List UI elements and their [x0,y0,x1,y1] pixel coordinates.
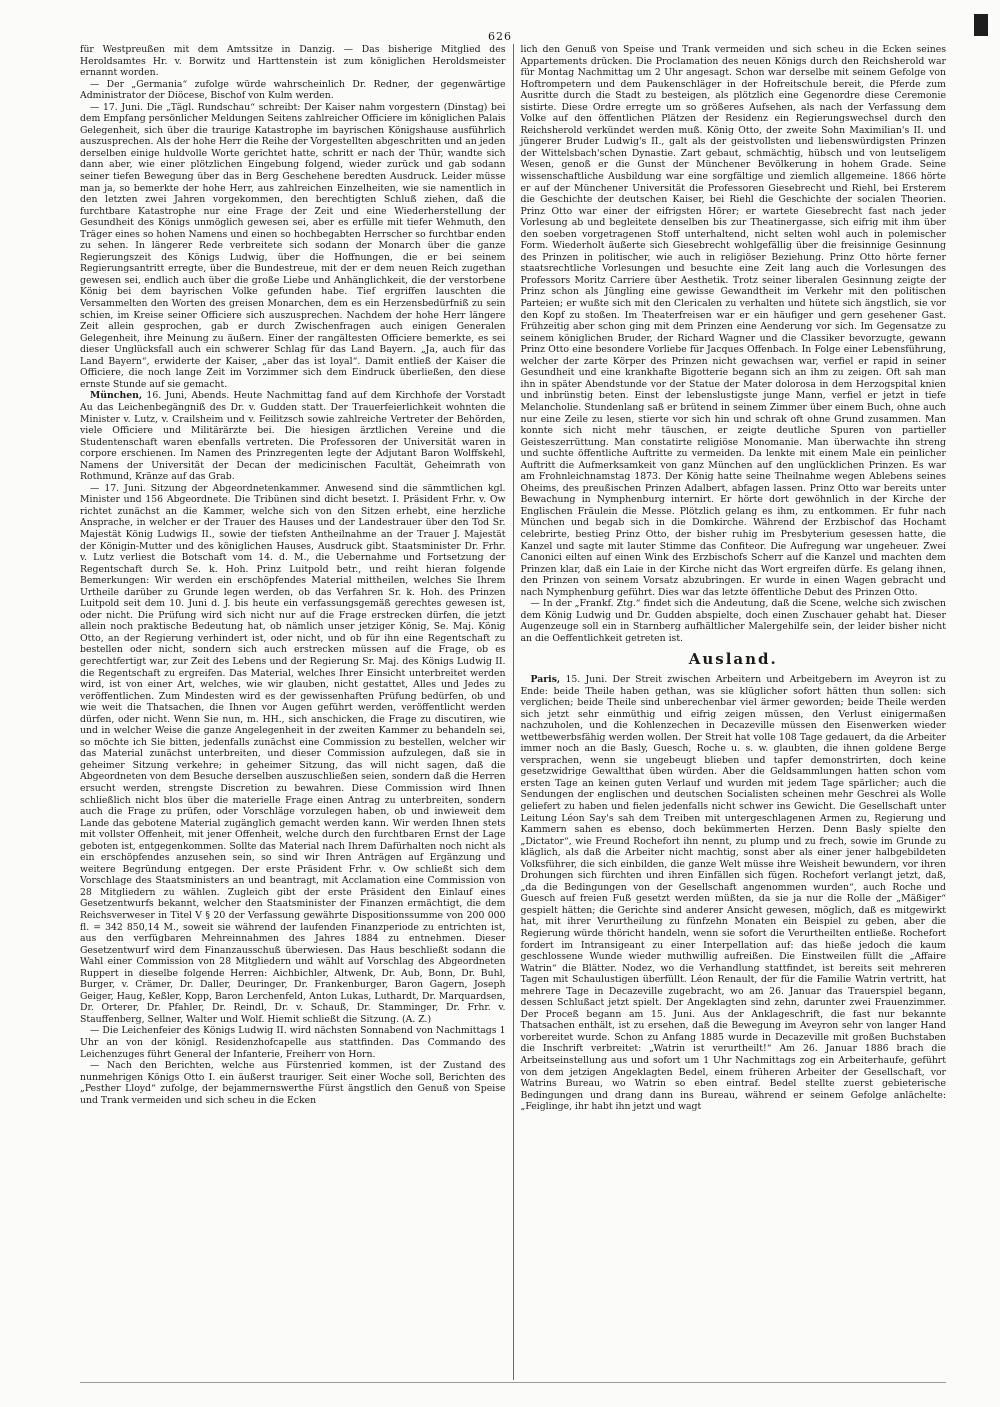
article-paragraph: — In der „Frankf. Ztg.“ findet sich die Andeutung, daß die Scene, welche sich zwischen dem König Ludwig und Dr. Gudden abspielte, doch einen Zuschauer gehabt hat. Dieser Augenzeuge soll ein in Starnberg aufhältlicher Malergehilfe sein, der leider bisher nicht an die Oeffentlichkeit getreten ist. [520,598,946,644]
page-number: 626 [488,30,512,43]
text-columns [80,44,946,1380]
dateline-date: 16. Juni, Abends. [146,390,230,402]
article-paragraph [521,674,947,1113]
article-paragraph: — Die Leichenfeier des Königs Ludwig II. wird nächsten Sonnabend von Nachmittags 1 Uhr an von der königl. Residenzhofcapelle aus stattfinden. Das Commando des Leichenzuges führt General der Infanterie, Freiherr von Horn. [80,1025,506,1060]
article-paragraph: — 17. Juni. Die „Tägl. Rundschau“ schreibt: Der Kaiser nahm vorgestern (Dinstag) bei dem Empfang persönlicher Meldungen Seitens zahlreicher Officiere im königlichen Palais Gelegenheit, sich über die traurige Katastrophe im bayrischen Königshause ausführlich auszusprechen. Als der hohe Herr die Reihe der Vorgestellten abgeschritten und an jeden derselben einige huldvolle Worte gerichtet hatte, schritt er nach der Thür, wandte sich dann aber, wie einer plötzlichen Eingebung folgend, wieder zurück und gab sodann seiner tiefen Bewegung über das in Berg Geschehene beredten Ausdruck. Leider müsse man ja, so bemerkte der hohe Herr, aus zahlreichen Einzelheiten, wie sie namentlich in den letzten zwei Jahren vorgekommen, den berechtigten Schluß ziehen, daß die furchtbare Katastrophe nur eine Frage der Zeit und eine Wiederherstellung der Gesundheit des Königs unmöglich gewesen sei, aber es erfülle mit tiefer Wehmuth, den Träger eines so hohen Namens und einen so hochbegabten Herrscher so furchtbar enden zu sehen. In längerer Rede verbreitete sich sodann der Monarch über die ganze Regierungszeit des Königs Ludwig, über die Hoffnungen, die er bei seinem Regierungsantritt erregte, über die Bundestreue, mit der er dem neuen Reich zugethan gewesen sei, endlich auch über die große Liebe und Anhänglichkeit, die der verstorbene König bei dem bayrischen Volke gefunden habe. Tief ergriffen lauschten die Versammelten den Worten des greisen Monarchen, dem es ein Herzensbedürfniß zu sein schien, im Kreise seiner Officiere sich auszusprechen. Nachdem der hohe Herr längere Zeit allein gesprochen, gab er durch Zwischenfragen auch einigen Generalen Gelegenheit, ihre Meinung zu äußern. Einer der rangältesten Officiere bemerkte, es sei dieser Unglücksfall auch ein schwerer Schlag für das Land Bayern. „Ja, auch für das Land Bayern“, erwiderte der Kaiser, „aber das ist loyal“. Damit entließ der Kaiser die Officiere, die noch lange Zeit im Vorzimmer sich dem Eindruck überließen, den diese ernste Stunde auf sie gemacht. [80,101,506,390]
dateline-place: München, [90,390,143,402]
paragraph-text: Heute Nachmittag fand auf dem Kirchhofe der Vorstadt Au das Leichenbegängniß des Dr. v. Gudden statt. Der Trauerfeierlichkeit wohnten die Minister v. Lutz, v. Crailsheim und v. Feilitzsch sowie zahlreiche Vertreter der Behörden, viele Officiere und Militärärzte bei. Die hiesigen ärztlichen Vereine und die Studentenschaft waren ebenfalls vertreten. Die Professoren der Universität waren in corpore erschienen. Im Namen des Prinzregenten legte der Adjutant Baron Wolffskehl, Namens der Universität der Decan der medicinischen Facultät, Geheimrath von Rothmund, Kränze auf das Grab. [80,390,506,483]
article-paragraph: — Der „Germania“ zufolge würde wahrscheinlich Dr. Redner, der gegenwärtige Administrator der Diöcese, Bischof von Kulm werden. [80,78,506,102]
article-paragraph: — Nach den Berichten, welche aus Fürstenried kommen, ist der Zustand des nunmehrigen Königs Otto I. ein äußerst trauriger. Seit einer Woche soll, Berichten des „Pesther Lloyd“ zufolge, der bejammernswerthe Fürst ängstlich den Genuß von Speise und Trank vermeiden und sich scheu in die Ecken [80,1060,506,1106]
paragraph-text: Der Streit zwischen Arbeitern und Arbeitgebern im Aveyron ist zu Ende: beide Theile haben gethan, was sie klüglicher sofort hätten thun sollen: sich verglichen; beide Theile sind unberechenbar viel ärmer geworden; beide Theile werden sich jetzt sehr einmüthig und eifrig zeigen müssen, den Verlust einigermaßen nachzuholen, und die Kohlenzechen in Decazeville müssen den Eisenwerken wieder wettbewerbsfähig werden wollen. Der Streit hat volle 108 Tage gedauert, da die Arbeiter immer noch an die Basly, Guesch, Roche u. s. w. glaubten, die ihnen goldene Berge versprachen, wenn sie ungebeugt blieben und tapfer demonstrirten, doch keine gesetzwidrige Gewaltthat üben würden. Aber die Geldsammlungen hatten schon vom ersten Tage an keinen guten Verlauf und wurden mit jedem Tage spärlicher; auch die Sendungen der englischen und deutschen Socialisten scheinen mehr Geschrei als Wolle geliefert zu haben und fielen jedenfalls nicht schwer ins Gewicht. Die Gesellschaft unter Leitung Léon Say's sah dem Treiben mit untergeschlagenen Armen zu, Regierung und Kammern sahen es ebenso, doch bekümmerten Herzen. Denn Basly spielte den „Dictator“, wie Freund Rochefort ihn nennt, zu plump und zu frech, sowie im Grunde zu kläglich, als daß die Arbeiter nicht machtig, sonst aber als einer jener halbgebildeten Volksführer, die sich einbilden, die ganze Welt müsse ihre Weisheit bewundern, vor ihren Drohungen sich fürchten und ihren Einfällen sich fügen. Rochefort verlangt jetzt, daß, „da die Bedingungen von der Gesellschaft angenommen wurden“, auch Roche und Guesch auf freien Fuß gesetzt werden müßten, da sie ja nur die Rolle der „Mäßiger“ gespielt hätten; die Gerichte sind anderer Ansicht gewesen, möglich, daß es mitgewirkt hat, mit ihrer Verurtheilung zu fünfzehn Monaten ein Beispiel zu geben, aber die Regierung würde thöricht handeln, wenn sie sofort die Verurtheilten entließe. Rochefort fordert im Intransigeant zu einer Interpellation auf: das hieße jedoch die kaum geschlossene Wunde wieder muthwillig aufreißen. Die Einstweilen füllt die „Affaire Watrin“ die Blätter. Nodez, wo die Verhandlung stattfindet, ist bereits seit mehreren Tagen mit Schaulustigen überfüllt. Léon Renault, der für die Familie Watrin vertritt, hat mehrere Tage in Decazeville zugebracht, wo am 26. Januar das Trauerspiel begann, dessen Schlußact jetzt spielt. Der Angeklagten sind zehn, darunter zwei Frauenzimmer. Der Proceß begann am 15. Juni. Aus der Anklageschrift, die fast nur bekannte Thatsachen enthält, ist zu ersehen, daß die Bewegung im Aveyron sehr von langer Hand vorbereitet wurde. Schon zu Anfang 1885 wurde in Decazeville mit großen Buchstaben die Inschrift verbreitet: „Watrin ist verurtheilt!“ Am 26. Januar 1886 brach die Arbeitseinstellung aus und sofort um 1 Uhr Nachmittags zog ein Arbeiterhaufe, geführt von dem jetzigen Angeklagten Bedel, einem früheren Arbeiter der Gesellschaft, vor Watrins Bureau, wo Watrin so eben eintraf. Bedel stellte zuerst gebieterische Bedingungen und drang dann ins Bureau, während er seinem Gefolge anlächelte: „Feiglinge, ihr habt ihn jetzt und wagt [520,673,946,1113]
bottom-rule [80,1382,946,1383]
right-column [514,44,947,1380]
article-paragraph: lich den Genuß von Speise und Trank vermeiden und sich scheu in die Ecken seines Appartements drücken. Die Proclamation des neuen Königs durch den Reichsherold war für Montag Nachmittag um 2 Uhr angesagt. Schon war derselbe mit seinem Gefolge von Hoftrompetern und dem Paukenschläger in der Hofreitschule bereit, die Pferde zum Ausritte durch die Stadt zu besteigen, als plötzlich eine Gegenordre diese Ceremonie sistirte. Diese Ordre erregte um so größeres Aufsehen, als nach der Verfassung dem Volke auf den öffentlichen Plätzen der Residenz ein Regierungswechsel durch den Reichsherold verkündet werden muß. König Otto, der zweite Sohn Maximilian's II. und jüngerer Bruder Ludwig's II., galt als der geistvollsten und liebenswürdigsten Prinzen der Wittelsbach'schen Dynastie. Zart gebaut, schmächtig, hübsch und von leutseligem Wesen, genoß er die Gunst der Münchener Bevölkerung in hohem Grade. Seine wissenschaftliche Ausbildung war eine sorgfältige und ziemlich allgemeine. 1866 hörte er auf der Münchener Universität die Professoren Giesebrecht und Riehl, bei Ersterem die Geschichte der deutschen Kaiser, bei Riehl die Geschichte der socialen Theorien. Prinz Otto war einer der eifrigsten Hörer; er wartete Giesebrecht fast nach jeder Vorlesung ab und begleitete denselben bis zur Theatinergasse, sich eifrig mit ihm über den soeben vorgetragenen Stoff unterhaltend, nicht selten wohl auch in polemischer Form. Wiederholt äußerte sich Giesebrecht wohlgefällig über die freisinnige Gesinnung des Prinzen in politischer, wie auch in religiöser Beziehung. Prinz Otto hörte ferner staatsrechtliche Vorlesungen und besuchte eine Zeit lang auch die Vorlesungen des Professors Moritz Carriere über Aesthetik. Trotz seiner liberalen Gesinnung zeigte der Prinz schon als Jüngling eine gewisse Gewandtheit im Verkehr mit den politischen Parteien; er wußte sich mit den Clericalen zu verhalten und hütete sich ängstlich, sie vor den Kopf zu stoßen. Im Theaterfreisen war er ein häufiger und gern gesehener Gast. Frühzeitig aber schon ging mit dem Prinzen eine Aenderung vor sich. Im Gegensatze zu seinem königlichen Bruder, der Richard Wagner und die Classiker bevorzugte, gewann Prinz Otto eine besondere Vorliebe für Jacques Offenbach. In Folge einer Lebensführung, welcher der zarte Körper des Prinzen nicht gewachsen war, verfiel er rapid in seiner Gesundheit und eine krankhafte Bigotterie begann sich an ihm zu zeigen. Oft sah man ihn in später Abendstunde vor der Statue der Mater dolorosa in dem Herzogspital knien und inbrünstig beten. Einst der lebenslustigste junge Mann, verfiel er jetzt in tiefe Melancholie. Stundenlang saß er brütend in seinem Zimmer über einem Buch, ohne auch nur eine Zeile zu lesen, stierte vor sich hin und schrak oft ohne Grund zusammen. Man konnte sich nicht mehr täuschen, er zeigte deutliche Spuren von partieller Geisteszerrüttung. Man constatirte religiöse Monomanie. Man überwachte ihn streng und suchte öffentliche Auftritte zu vermeiden. Da lenkte mit einem Male ein peinlicher Auftritt die Aufmerksamkeit von ganz München auf den unglücklichen Prinzen. Es war am Frohnleichnamstag 1873. Der König hatte seine Theilnahme wegen Ablebens seines Oheims, des preußischen Prinzen Adalbert, abfagen lassen. Prinz Otto war bereits unter Bewachung in Nymphenburg internirt. Er hörte dort gewöhnlich in der Kirche der Englischen Fräulein die Messe. Plötzlich gelang es ihm, zu entkommen. Er fuhr nach München und begab sich in die Domkirche. Während der Erzbischof das Hochamt celebrirte, bestieg Prinz Otto, der bisher ruhig im Presbyterium gesessen hatte, die Kanzel und sagte mit lauter Stimme das Confiteor. Die Aufregung war ungeheuer. Zwei Canonici eilten auf einen Wink des Erzbischofs Scherr auf die Kanzel und machten dem Prinzen klar, daß ein Laie in der Kirche nicht das Wort ergreifen dürfe. Es gelang ihnen, den Prinzen von seinem Vorsatz abzubringen. Er wurde in einen Wagen gebracht und nach Nymphenburg geführt. Dies war das letzte öffentliche Debut des Prinzen Otto. [520,44,946,598]
left-column [80,44,513,1380]
dateline-place: Paris, [530,673,561,685]
article-paragraph [80,390,506,482]
dateline-date: 15. Juni. [565,673,608,685]
article-paragraph: für Westpreußen mit dem Amtssitze in Danzig. — Das bisherige Mitglied des Heroldsamtes Hr. v. Borwitz und Harttenstein ist zum königlichen Heroldsmeister ernannt worden. [80,44,506,79]
section-title: Ausland. [688,650,778,669]
article-paragraph: — 17. Juni. Sitzung der Abgeordnetenkammer. Anwesend sind die sämmtlichen kgl. Minister und 156 Abgeordnete. Die Tribünen sind dicht besetzt. I. Präsident Frhr. v. Ow richtet zunächst an die Kammer, welche sich von den Sitzen erhebt, eine herzliche Ansprache, in welcher er der Trauer des Hauses und der Landestrauer über den Tod Sr. Majestät König Ludwigs II., sowie der tiefsten Antheilnahme an der Trauer J. Majestät der Königin-Mutter und des königlichen Hauses, Ausdruck gibt. Staatsminister Dr. Frhr. v. Lutz verliest die Botschaft vom 14. d. M., die Uebernahme und Fortsetzung der Regentschaft durch Se. k. Hoh. Prinz Luitpold betr., und reiht hieran folgende Bemerkungen: Wir werden ein erschöpfendes Material mittheilen, welches Sie Ihrem Urtheile darüber zu Grunde legen werden, ob das Verfahren Sr. k. Hoh. des Prinzen Luitpold seit dem 10. Juni d. J. bis heute ein verfassungsgemäß gerechtes gewesen ist, oder nicht. Die Prüfung wird sich nicht nur auf die Frage erstrecken dürfen, die jetzt allein noch praktische Bedeutung hat, ob nämlich unser jetziger König, Se. Maj. König Otto, an der Regierung verhindert ist, oder nicht, und ob für ihn eine Regentschaft zu bestellen oder nicht, sondern sich auch erstrecken müssen auf die Frage, ob es gerechtfertigt war, zur Zeit des Lebens und der Regierung Sr. Maj. des Königs Ludwig II. die Regentschaft zu ergreifen. Das Material, welches Ihrer Einsicht unterbreitet werden wird, ist von einer Art, welches, wie wir glauben, nicht gestattet, Alles und Jedes zu veröffentlichen. Zum Mindesten wird es der gewissenhaften Prüfung bedürfen, ob und wie weit die Thatsachen, die Ihnen vor Augen geführt werden, veröffentlicht werden dürfen, oder nicht. Wenn Sie nun, m. HH., sich anschicken, die Frage zu discutiren, wie und in welcher Weise die ganze Angelegenheit in der zweiten Kammer zu behandeln sei, so möchte ich Sie bitten, jedenfalls zunächst eine Commission zu bestellen, welcher wir das Material zunächst unterbreiten, und dieser Commission aufzulegen, daß sie in geheimer Sitzung verkehre; in geheimer Sitzung, das will nicht sagen, daß die Abgeordneten von dem Besuche derselben auszuschließen seien, sondern daß die Herren ersucht werden, strengste Discretion zu bewahren. Diese Commission wird Ihnen schließlich nicht blos über die materielle Frage einen Antrag zu unterbreiten, sondern auch die Frage zu prüfen, oder Vorschläge vorzulegen haben, ob und inwieweit dem Lande das gebotene Material zugänglich gemacht werden kann. Wir werden Ihnen stets mit vollster Offenheit, mit jener Offenheit, welche durch den furchtbaren Ernst der Lage geboten ist, entgegenkommen. Sollte das Material nach Ihrem Dafürhalten noch nicht als ein erschöpfendes anzusehen sein, so sind wir Ihren Anträgen auf Ergänzung und weitere Begründung entgegen. Der erste Präsident Frhr. v. Ow schließt sich dem Vorschlage des Staatsministers an und beantragt, mit Acclamation eine Commission von 28 Mitgliedern zu wählen. Zugleich gibt der erste Präsident den Einlauf eines Gesetzentwurfs bekannt, welcher den Staatsminister der Finanzen ermächtigt, die dem Reichsverweser in Titel V § 20 der Verfassung gewährte Dispositionssumme von 200 000 fl. = 342 850,14 M., soweit sie während der laufenden Finanzperiode zu entrichten ist, aus den verfügbaren Mehreinnahmen des Jahres 1884 zu entnehmen. Dieser Gesetzentwurf wird dem Finanzausschuß überwiesen. Das Haus beschließt sodann die Wahl einer Commission von 28 Mitgliedern und wählt auf Vorschlag des Abgeordneten Ruppert in dieselbe folgende Herren: Aichbichler, Altwenk, Dr. Aub, Bonn, Dr. Buhl, Burger, v. Crämer, Dr. Daller, Deuringer, Dr. Frankenburger, Baron Gagern, Joseph Geiger, Haug, Keßler, Kopp, Baron Lerchenfeld, Anton Lukas, Luthardt, Dr. Marquardsen, Dr. Orterer, Dr. Pfahler, Dr. Reindl, Dr. v. Schauß, Dr. Stamminger, Dr. Frhr. v. Stauffenberg, Sellner, Walter und Wolf. Hiemit schließt die Sitzung. (A. Z.) [80,482,506,1025]
